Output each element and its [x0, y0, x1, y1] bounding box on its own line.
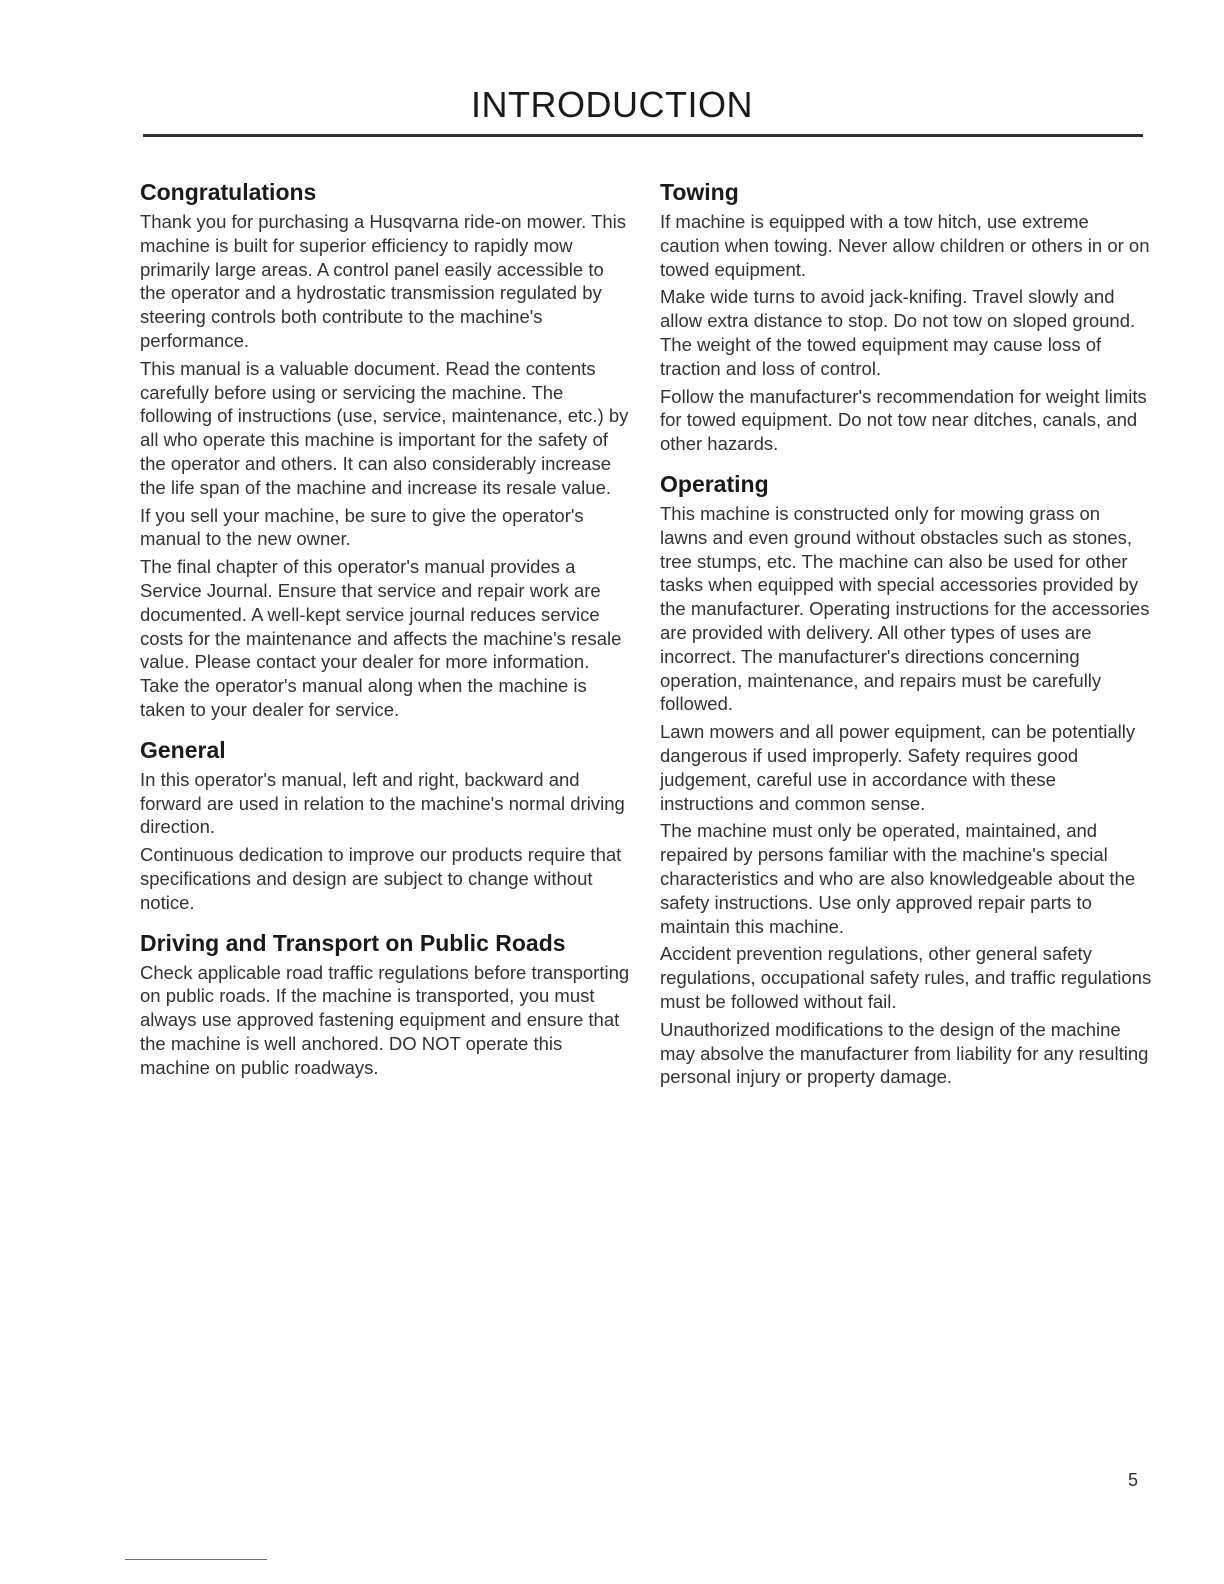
section-heading: General — [140, 736, 226, 763]
paragraph: In this operator's manual, left and right, backward and forward are used in relation to the machine's normal driving direction. — [140, 768, 625, 838]
section-driving-transport — [140, 927, 632, 1080]
paragraph: Thank you for purchasing a Husqvarna ride-on mower. This machine is built for superior efficiency to rapidly mow primarily large areas. A control panel easily accessible to the operator and a hydrostatic transmission regulated by steering controls both contribute to the machine's performance. — [140, 211, 627, 351]
left-column — [140, 176, 632, 1092]
section-operating — [660, 468, 1152, 1089]
paragraph: This machine is constructed only for mowing grass on lawns and even ground without obstacles such as stones, tree stumps, etc. The machine can also be used for other tasks when equipped with special accessories provided by the manufacturer. Operating instructions for the accessories are provided with delivery. All other types of uses are incorrect. The manufacturer's directions concerning operation, maintenance, and repairs must be carefully followed. — [660, 502, 1150, 715]
paragraph: The machine must only be operated, maintained, and repaired by persons familiar with the machine's special characteristics and who are also knowledgeable about the safety instructions. Use only approved repair parts to maintain this machine. — [660, 820, 1136, 937]
page-number: 5 — [1128, 1470, 1139, 1490]
right-column — [660, 176, 1152, 1101]
paragraph: This manual is a valuable document. Read the contents carefully before using or servicing the machine. The following of instructions (use, service, maintenance, etc.) by all who operate this machine is important for the safety of the operator and others. It can also considerably increase the life span of the machine and increase its resale value. — [140, 357, 629, 498]
section-heading: Congratulations — [140, 179, 317, 205]
section-heading: Operating — [660, 470, 769, 497]
page-title: INTRODUCTION — [471, 84, 753, 125]
paragraph: Make wide turns to avoid jack-knifing. Travel slowly and allow extra distance to stop. Do not tow on sloped ground. The weight of the towed equipment may cause loss of traction and loss of control. — [660, 286, 1136, 379]
paragraph: Check applicable road traffic regulations before transporting on public roads. If the machine is transported, you must always use approved fastening equipment and ensure that the machine is well anchored. DO NOT operate this machine on public roadways. — [140, 961, 630, 1078]
paragraph: Lawn mowers and all power equipment, can be potentially dangerous if used improperly. Safety requires good judgement, careful use in accordance with these instructions and common sense. — [660, 721, 1136, 814]
section-heading: Towing — [660, 179, 739, 205]
paragraph: If machine is equipped with a tow hitch, use extreme caution when towing. Never allow children or others in or on towed equipment. — [660, 211, 1150, 280]
section-towing — [660, 176, 1152, 456]
section-heading: Driving and Transport on Public Roads — [140, 929, 566, 956]
paragraph: Accident prevention regulations, other general safety regulations, occupational safety rules, and traffic regulations must be followed without fail. — [660, 943, 1152, 1012]
footer-line — [125, 1559, 267, 1560]
section-congratulations — [140, 176, 632, 722]
paragraph: Follow the manufacturer's recommendation for weight limits for towed equipment. Do not tow near ditches, canals, and other hazards. — [660, 385, 1147, 455]
title-divider — [143, 134, 1143, 137]
paragraph: If you sell your machine, be sure to give the operator's manual to the new owner. — [140, 504, 584, 550]
paragraph: Unauthorized modifications to the design of the machine may absolve the manufacturer from liability for any resulting personal injury or property damage. — [660, 1018, 1149, 1088]
paragraph: Continuous dedication to improve our products require that specifications and design are subject to change without notice. — [140, 844, 622, 913]
section-general — [140, 734, 632, 915]
paragraph: The final chapter of this operator's manual provides a Service Journal. Ensure that service and repair work are documented. A well-kept service journal reduces service costs for the maintenance and affects the machine's resale value. Please contact your dealer for more information. Take the operator's manual along when the machine is taken to your dealer for service. — [140, 556, 622, 720]
